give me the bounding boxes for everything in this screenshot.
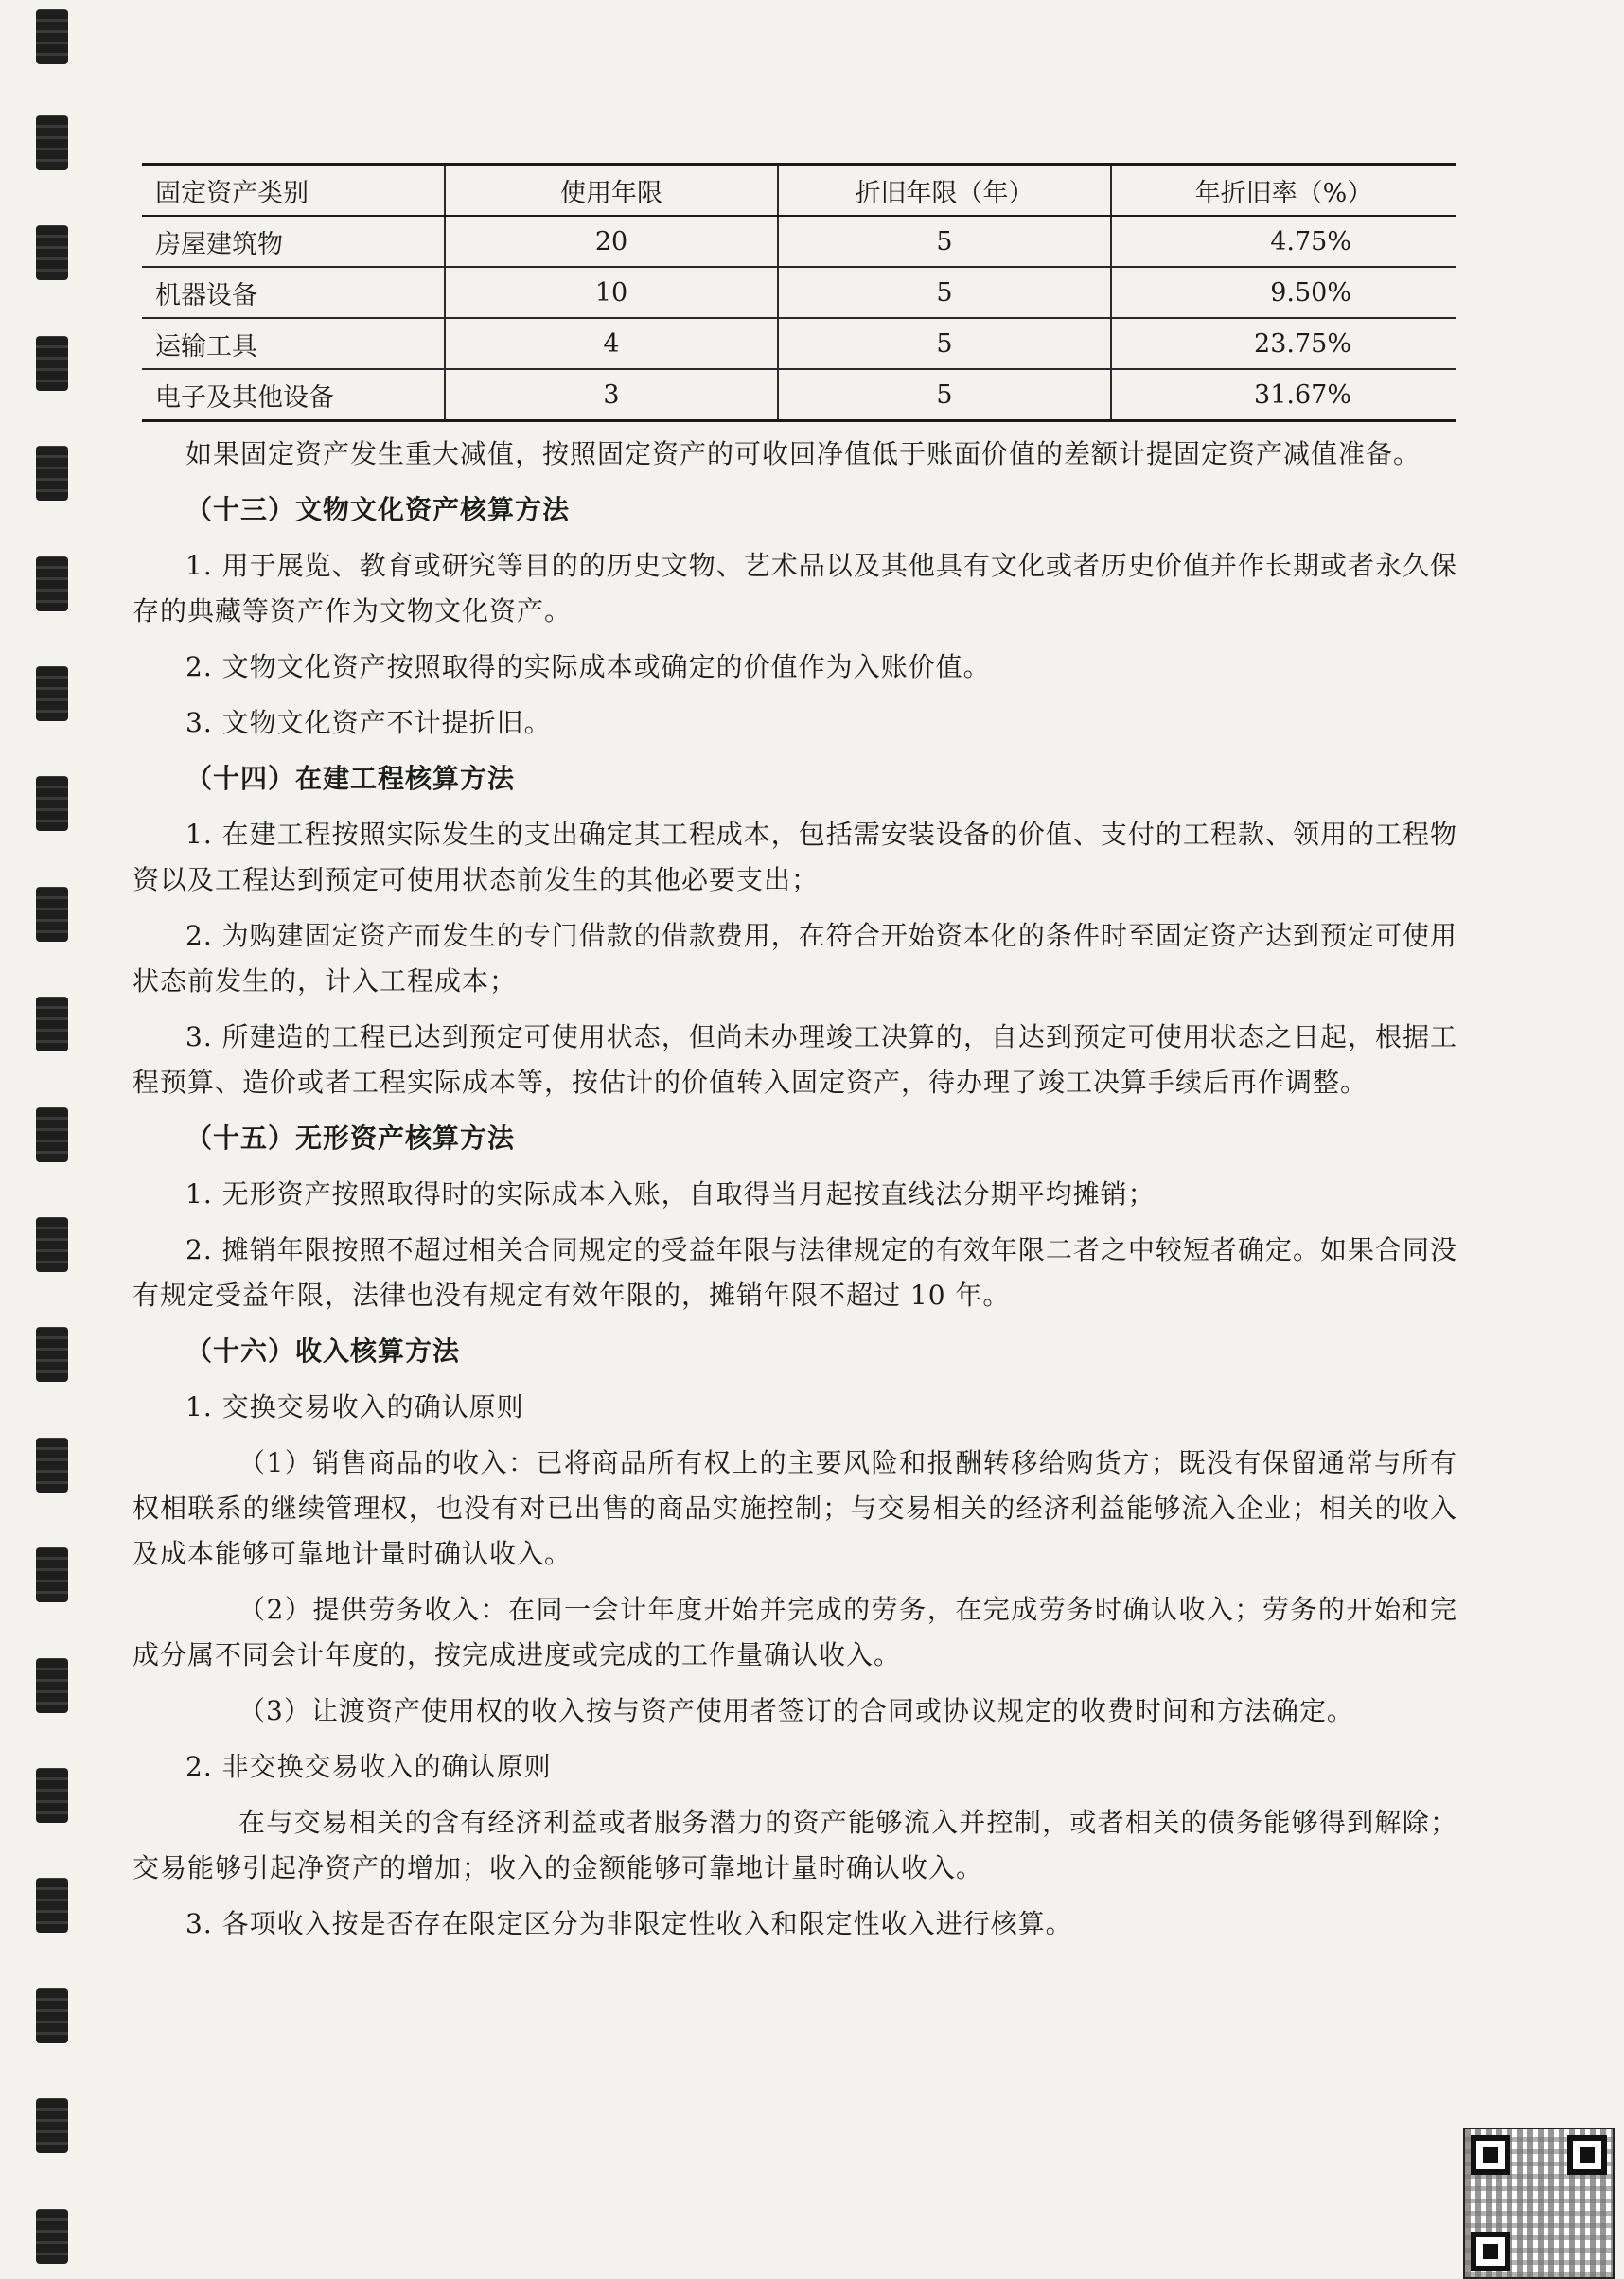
paragraph: 1. 交换交易收入的确认原则 [185,1391,524,1422]
binding-mark [36,1878,68,1933]
binding-mark [36,1107,68,1162]
cell-annual-rate: 9.50% [1111,267,1456,318]
cell-category: 运输工具 [142,318,445,369]
cell-useful-life: 4 [445,318,778,369]
binding-mark [36,336,68,391]
paragraph: 2. 摊销年限按照不超过相关合同规定的受益年限与法律规定的有效年限二者之中较短者确定。如果合同没有规定受益年限，法律也没有规定有效年限的，摊销年限不超过 10 年。 [132,1234,1457,1311]
header-asset-category: 固定资产类别 [142,165,445,217]
paragraph-impairment: 如果固定资产发生重大减值，按照固定资产的可收回净值低于账面价值的差额计提固定资产减值准备。 [185,438,1421,469]
qr-finder-pattern [1471,2232,1510,2271]
cell-depreciation-years: 5 [778,369,1111,421]
qr-finder-pattern [1567,2135,1607,2175]
cell-useful-life: 20 [445,216,778,267]
cell-annual-rate: 4.75% [1111,216,1456,267]
binding-mark [36,1438,68,1493]
paragraph: 1. 在建工程按照实际发生的支出确定其工程成本，包括需安装设备的价值、支付的工程款、领用的工程物资以及工程达到预定可使用状态前发生的其他必要支出； [132,819,1457,895]
binding-mark [36,997,68,1051]
cell-depreciation-years: 5 [778,267,1111,318]
heading-cultural-assets: （十三）文物文化资产核算方法 [185,494,571,525]
binding-mark [36,225,68,280]
header-depreciation-years: 折旧年限（年） [778,165,1111,217]
paragraph: 3. 所建造的工程已达到预定可使用状态，但尚未办理竣工决算的，自达到预定可使用状态之日起，根据工程预算、造价或者工程实际成本等，按估计的价值转入固定资产，待办理了竣工决算手续后再作调整。 [132,1021,1457,1098]
cell-useful-life: 10 [445,267,778,318]
document-body [132,432,1457,1957]
binding-mark [36,666,68,721]
paragraph-sub: （3）让渡资产使用权的收入按与资产使用者签订的合同或协议规定的收费时间和方法确定。 [238,1695,1354,1726]
heading-construction-in-progress: （十四）在建工程核算方法 [185,763,516,794]
paragraph: 2. 非交换交易收入的确认原则 [185,1751,552,1782]
binding-mark [36,1658,68,1713]
paragraph: 2. 为购建固定资产而发生的专门借款的借款费用，在符合开始资本化的条件时至固定资产达到预定可使用状态前发生的，计入工程成本； [132,920,1457,997]
paragraph: 3. 文物文化资产不计提折旧。 [185,707,552,738]
paragraph-sub: （2）提供劳务收入：在同一会计年度开始并完成的劳务，在完成劳务时确认收入；劳务的开始和完成分属不同会计年度的，按完成进度或完成的工作量确认收入。 [132,1594,1457,1670]
cell-depreciation-years: 5 [778,216,1111,267]
depreciation-table [142,163,1456,422]
cell-depreciation-years: 5 [778,318,1111,369]
binding-mark [36,776,68,831]
table-header-row [142,165,1456,217]
cell-category: 电子及其他设备 [142,369,445,421]
binding-mark [36,1217,68,1272]
table-row [142,369,1456,421]
binding-mark [36,9,68,64]
qr-code-icon [1463,2128,1615,2279]
binding-mark [36,1547,68,1602]
heading-revenue: （十六）收入核算方法 [185,1335,461,1367]
heading-intangible-assets: （十五）无形资产核算方法 [185,1122,516,1154]
binding-marks [36,0,74,2275]
binding-mark [36,446,68,501]
binding-mark [36,887,68,942]
cell-category: 房屋建筑物 [142,216,445,267]
cell-category: 机器设备 [142,267,445,318]
paragraph: 1. 无形资产按照取得时的实际成本入账，自取得当月起按直线法分期平均摊销； [185,1178,1156,1210]
binding-mark [36,2209,68,2264]
qr-finder-pattern [1471,2135,1510,2175]
paragraph: 2. 文物文化资产按照取得的实际成本或确定的价值作为入账价值。 [185,651,991,682]
paragraph-sub: 在与交易相关的含有经济利益或者服务潜力的资产能够流入并控制，或者相关的债务能够得到解除；交易能够引起净资产的增加；收入的金额能够可靠地计量时确认收入。 [132,1807,1457,1883]
header-annual-rate: 年折旧率（%） [1111,165,1456,217]
binding-mark [36,1768,68,1823]
binding-mark [36,556,68,611]
paragraph: 1. 用于展览、教育或研究等目的的历史文物、艺术品以及其他具有文化或者历史价值并作长期或者永久保存的典藏等资产作为文物文化资产。 [132,550,1457,627]
paragraph-sub: （1）销售商品的收入：已将商品所有权上的主要风险和报酬转移给购货方；既没有保留通常与所有权相联系的继续管理权，也没有对已出售的商品实施控制；与交易相关的经济利益能够流入企业；相关的收入及成本能够可靠地计量时确认收入。 [132,1447,1457,1569]
binding-mark [36,1988,68,2043]
table-row [142,216,1456,267]
header-useful-life: 使用年限 [445,165,778,217]
binding-mark [36,2098,68,2153]
cell-useful-life: 3 [445,369,778,421]
binding-mark [36,1327,68,1382]
binding-mark [36,115,68,170]
table-row [142,318,1456,369]
paragraph: 3. 各项收入按是否存在限定区分为非限定性收入和限定性收入进行核算。 [185,1908,1073,1939]
cell-annual-rate: 31.67% [1111,369,1456,421]
table-row [142,267,1456,318]
cell-annual-rate: 23.75% [1111,318,1456,369]
